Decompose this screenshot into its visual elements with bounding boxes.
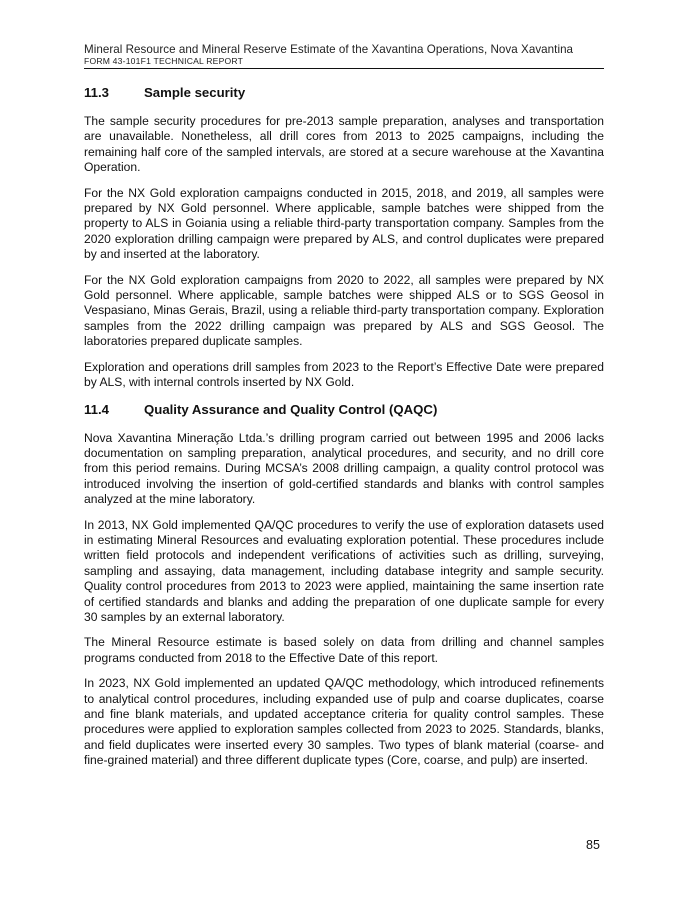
section-heading-11-3 <box>84 84 604 102</box>
report-title: Mineral Resource and Mineral Reserve Estimate of the Xavantina Operations, Nova Xavantina <box>84 43 574 56</box>
paragraph: Exploration and operations drill samples from 2023 to the Report’s Effective Date were prepared by ALS, with internal controls inserted by NX Gold. <box>84 359 604 390</box>
section-number: 11.3 <box>84 85 109 100</box>
paragraph: In 2023, NX Gold implemented an updated QA/QC methodology, which introduced refinements to analytical control procedures, including expanded use of pulp and coarse duplicates, coarse and fine blank materials, and updated acceptance criteria for quality control samples. These procedures were applied to exploration samples collected from 2023 to 2025. Standards, blanks, and field duplicates were inserted every 30 samples. Two types of blank material (coarse- and fine-grained material) and three different duplicate types (Core, coarse, and pulp) are inserted. <box>84 676 604 768</box>
running-header <box>84 43 604 69</box>
paragraph: For the NX Gold exploration campaigns conducted in 2015, 2018, and 2019, all samples were prepared by NX Gold personnel. Where applicable, sample batches were shipped from the property to ALS in Goiania using a reliable third-party transportation company. Samples from the 2020 exploration drilling campaign were prepared by ALS, and control duplicates were prepared by and inserted at the laboratory. <box>84 185 604 262</box>
page-number: 85 <box>586 838 600 852</box>
section-title: Quality Assurance and Quality Control (QAQC) <box>144 401 438 417</box>
section-number: 11.4 <box>84 401 109 417</box>
paragraph: For the NX Gold exploration campaigns from 2020 to 2022, all samples were prepared by NX Gold personnel. Where applicable, sample batches were shipped ALS or to SGS Geosol in Vespasiano, Minas Gerais, Brazil, using a reliable third-party transportation company. Exploration samples from the 2022 drilling campaign was prepared by ALS and SGS Geosol. The laboratories prepared duplicate samples. <box>84 272 604 349</box>
paragraph: Nova Xavantina Mineração Ltda.’s drilling program carried out between 1995 and 2006 lacks documentation on sampling preparation, analytical procedures, and security, and no drill core from this period remains. During MCSA’s 2008 drilling campaign, a quality control protocol was introduced involving the insertion of gold-certified standards and blanks with control samples analyzed at the mine laboratory. <box>84 430 604 507</box>
paragraph: The Mineral Resource estimate is based solely on data from drilling and channel samples programs conducted from 2018 to the Effective Date of this report. <box>84 635 604 665</box>
page-content <box>84 84 604 779</box>
paragraph: The sample security procedures for pre-2013 sample preparation, analyses and transportation are unavailable. Nonetheless, all drill cores from 2013 to 2025 campaigns, including the remaining half core of the sampled intervals, are stored at a secure warehouse at the Xavantina Operation. <box>84 114 604 175</box>
section-heading-11-4 <box>84 401 604 419</box>
section-title: Sample security <box>144 85 246 100</box>
report-subtitle: FORM 43-101F1 TECHNICAL REPORT <box>84 56 244 66</box>
paragraph: In 2013, NX Gold implemented QA/QC procedures to verify the use of exploration datasets used in estimating Mineral Resources and evaluating exploration potential. These procedures include written field protocols and independent verifications of activities such as drilling, surveying, sampling and assaying, data management, including database integrity and sample security. Quality control procedures from 2013 to 2023 were applied, maintaining the same insertion rate of certified standards and blanks and adding the preparation of one duplicate sample for every 30 samples by an external laboratory. <box>84 517 604 624</box>
